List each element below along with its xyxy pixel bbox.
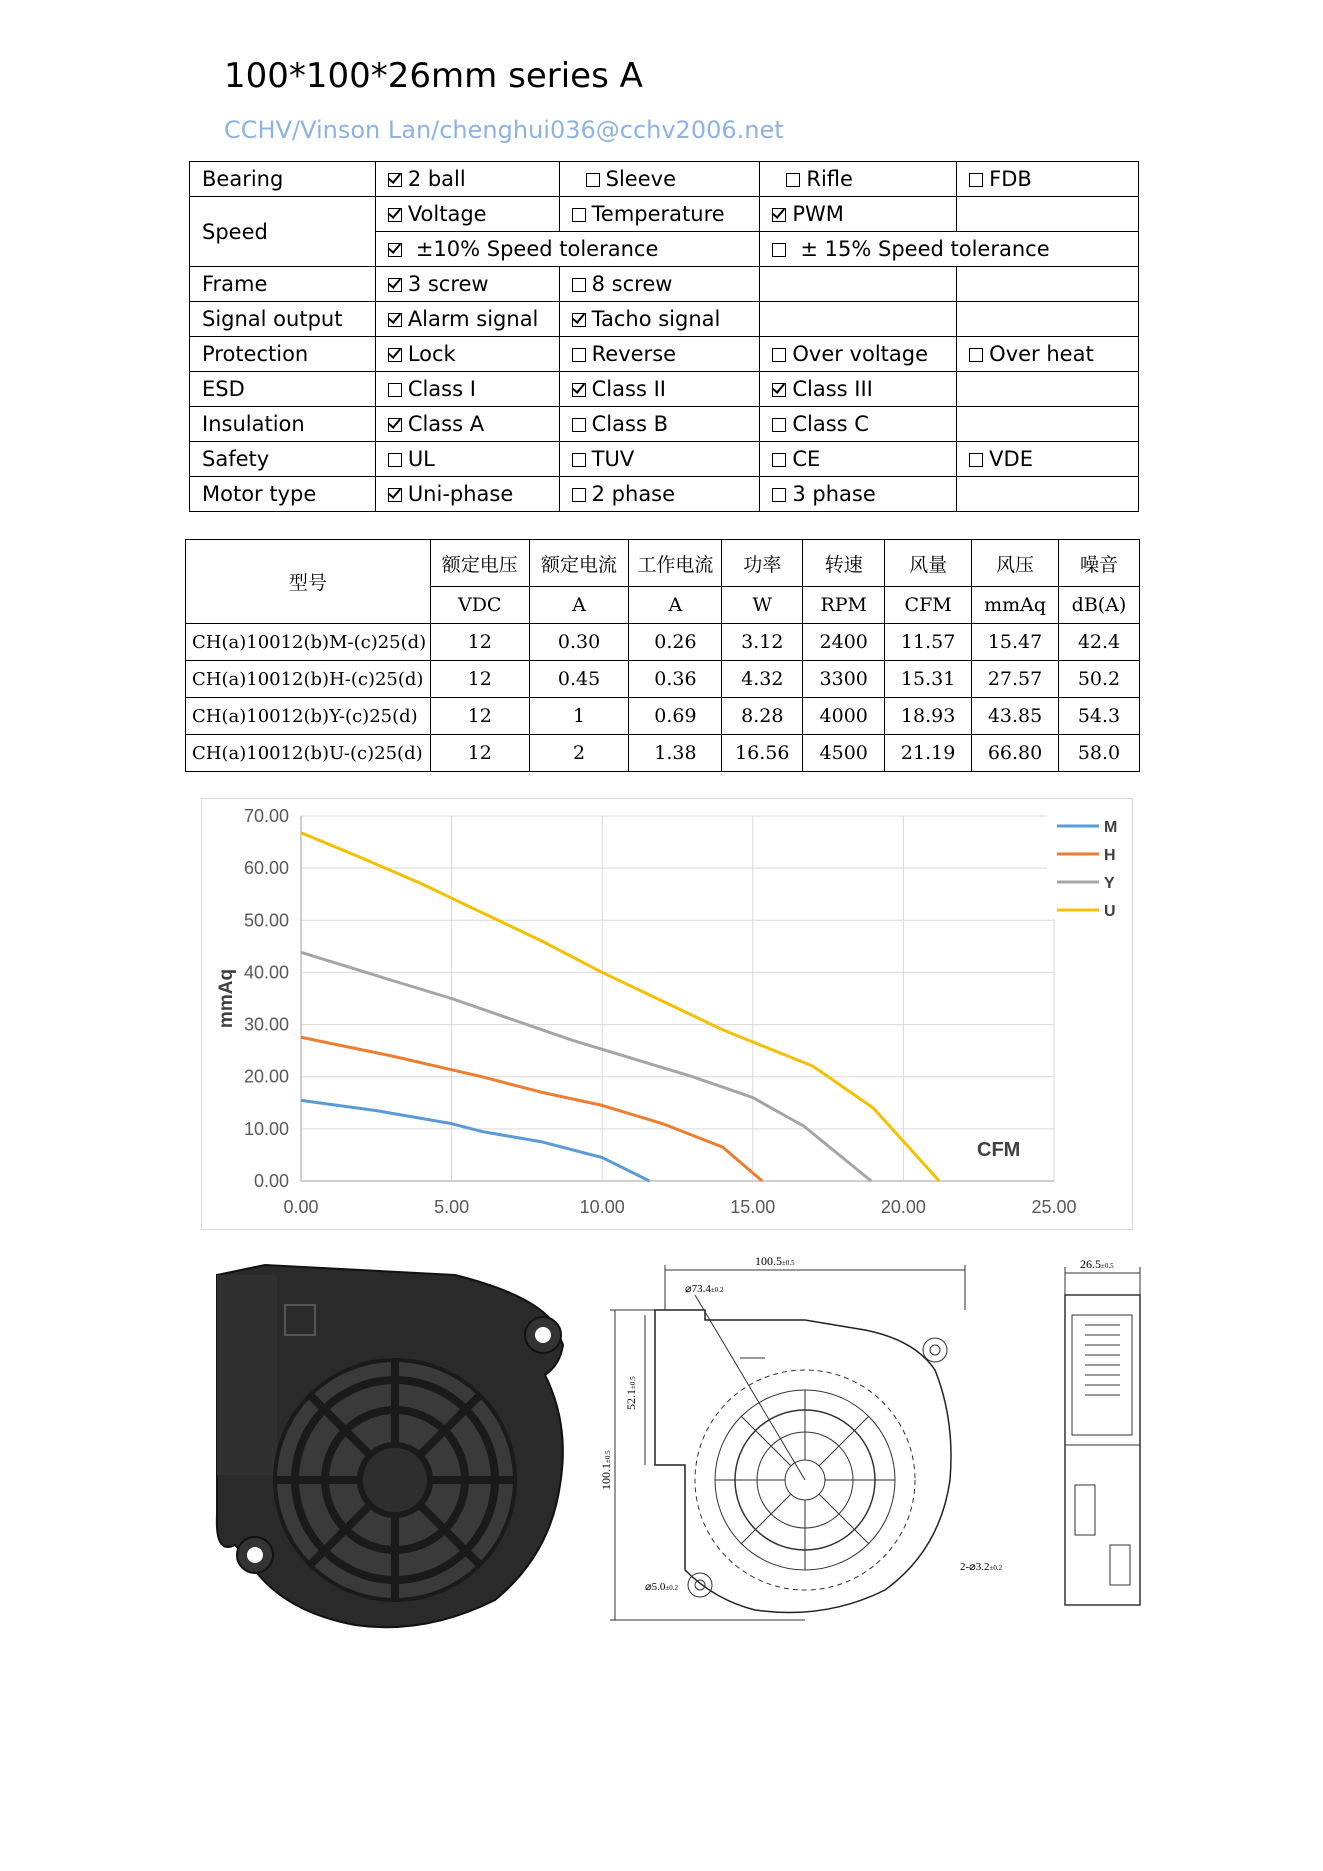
table-cell: 12 [430, 624, 529, 661]
option-label: Class II [591, 377, 666, 401]
option-tuv [559, 442, 760, 477]
checkbox-unchecked[interactable] [772, 453, 786, 467]
dim-diameter-label: ⌀73.4±0.2 [685, 1283, 724, 1295]
spec-label: Insulation [190, 407, 376, 442]
option-label: 3 screw [407, 272, 489, 296]
option-label: Class B [591, 412, 668, 436]
option-class-i [375, 372, 559, 407]
perf-header: 转速 [803, 540, 885, 587]
checkbox-unchecked[interactable] [586, 173, 600, 187]
spec-label: Bearing [190, 162, 376, 197]
x-tick-label: 20.00 [880, 1197, 926, 1217]
table-cell: 1.38 [629, 735, 722, 772]
empty-cell [957, 197, 1139, 232]
model-cell: CH(a)10012(b)M-(c)25(d) [186, 624, 431, 661]
checkbox-unchecked[interactable] [772, 418, 786, 432]
checkbox-checked[interactable] [388, 278, 402, 292]
option-label: PWM [792, 202, 844, 226]
option-label: ±10% Speed tolerance [415, 237, 659, 261]
checkbox-unchecked[interactable] [772, 243, 786, 257]
legend-label-M: M [1104, 819, 1118, 836]
y-tick-label: 40.00 [243, 962, 289, 983]
dim-depth-label: 26.5±0.5 [1080, 1257, 1114, 1271]
spec-row-protection [190, 337, 1139, 372]
table-row [186, 698, 1140, 735]
table-cell: 1 [529, 698, 629, 735]
checkbox-unchecked[interactable] [572, 418, 586, 432]
table-cell: 16.56 [722, 735, 803, 772]
option-10-tolerance [375, 232, 760, 267]
perf-unit: dB(A) [1059, 587, 1140, 624]
option-pwm [760, 197, 957, 232]
table-cell: 15.31 [885, 661, 972, 698]
model-cell: CH(a)10012(b)H-(c)25(d) [186, 661, 431, 698]
table-cell: 0.69 [629, 698, 722, 735]
option-label: VDE [989, 447, 1033, 471]
series-line-Y [301, 952, 871, 1181]
spec-label: Speed [190, 197, 376, 267]
table-cell: 15.47 [972, 624, 1059, 661]
table-cell: 0.45 [529, 661, 629, 698]
checkbox-checked[interactable] [772, 383, 786, 397]
option-class-iii [760, 372, 957, 407]
x-tick-label: 5.00 [434, 1197, 470, 1217]
performance-table [185, 539, 1140, 772]
table-cell: 4000 [803, 698, 885, 735]
option-class-b [559, 407, 760, 442]
option-label: ± 15% Speed tolerance [800, 237, 1050, 261]
x-axis-label: CFM [977, 1139, 1021, 1161]
option-alarm-signal [375, 302, 559, 337]
table-cell: 2 [529, 735, 629, 772]
perf-header: 功率 [722, 540, 803, 587]
option-class-c [760, 407, 957, 442]
option-uni-phase [375, 477, 559, 512]
checkbox-unchecked[interactable] [786, 173, 800, 187]
option-class-ii [559, 372, 760, 407]
option-label: Sleeve [605, 167, 676, 191]
table-cell: 54.3 [1059, 698, 1140, 735]
checkbox-unchecked[interactable] [388, 383, 402, 397]
spec-row-speed [190, 197, 1139, 232]
option-label: Class A [407, 412, 485, 436]
option-tacho-signal [559, 302, 760, 337]
legend-label-Y: Y [1104, 875, 1115, 892]
series-line-M [301, 1100, 649, 1181]
table-cell: 21.19 [885, 735, 972, 772]
spec-label: Frame [190, 267, 376, 302]
model-cell: CH(a)10012(b)Y-(c)25(d) [186, 698, 431, 735]
option-8-screw [559, 267, 760, 302]
option-fdb [957, 162, 1139, 197]
perf-unit: mmAq [972, 587, 1059, 624]
checkbox-unchecked[interactable] [388, 453, 402, 467]
option-class-a [375, 407, 559, 442]
spec-table [189, 161, 1139, 512]
checkbox-checked[interactable] [388, 348, 402, 362]
empty-cell [957, 302, 1139, 337]
option-rifle [760, 162, 957, 197]
empty-cell [957, 267, 1139, 302]
side-dimension-drawing [1050, 1255, 1150, 1635]
option-label: Over voltage [792, 342, 929, 366]
empty-cell [957, 407, 1139, 442]
y-tick-label: 10.00 [243, 1118, 289, 1139]
table-cell: 3.12 [722, 624, 803, 661]
table-cell: 12 [430, 735, 529, 772]
option-sleeve [559, 162, 760, 197]
table-cell: 3300 [803, 661, 885, 698]
chart-svg [202, 799, 1132, 1229]
option-3-phase [760, 477, 957, 512]
perf-header: 额定电压 [430, 540, 529, 587]
option-label: Class III [792, 377, 873, 401]
table-cell: 0.26 [629, 624, 722, 661]
dim-holes-label: 2-⌀3.2±0.2 [960, 1561, 1003, 1573]
table-cell: 11.57 [885, 624, 972, 661]
y-tick-label: 50.00 [243, 910, 289, 931]
spec-row-esd [190, 372, 1139, 407]
empty-cell [957, 372, 1139, 407]
table-cell: 8.28 [722, 698, 803, 735]
option-label: Lock [407, 342, 456, 366]
spec-label: Motor type [190, 477, 376, 512]
table-cell: 12 [430, 698, 529, 735]
option-label: UL [407, 447, 435, 471]
option-ul [375, 442, 559, 477]
y-tick-label: 0.00 [253, 1171, 289, 1191]
x-tick-label: 10.00 [579, 1197, 625, 1217]
checkbox-checked[interactable] [388, 313, 402, 327]
x-tick-label: 15.00 [730, 1197, 776, 1217]
option-15-tolerance [760, 232, 1139, 267]
spec-label: Protection [190, 337, 376, 372]
dim-inner-label: 52.1±0.5 [624, 1376, 638, 1410]
option-label: Class C [792, 412, 869, 436]
option-over-voltage [760, 337, 957, 372]
table-cell: 43.85 [972, 698, 1059, 735]
empty-cell [957, 477, 1139, 512]
option-2-ball [375, 162, 559, 197]
table-cell: 42.4 [1059, 624, 1140, 661]
dim-width-label: 100.5±0.5 [755, 1254, 795, 1268]
dim-height-label: 100.1±0.5 [599, 1450, 613, 1490]
checkbox-checked[interactable] [388, 243, 402, 257]
checkbox-checked[interactable] [388, 488, 402, 502]
perf-header-model: 型号 [186, 540, 431, 624]
option-reverse [559, 337, 760, 372]
option-voltage [375, 197, 559, 232]
spec-row-bearing [190, 162, 1139, 197]
perf-unit: RPM [803, 587, 885, 624]
option-label: Rifle [806, 167, 853, 191]
option-label: FDB [989, 167, 1032, 191]
table-cell: 4500 [803, 735, 885, 772]
perf-unit: W [722, 587, 803, 624]
dim-hole-label: ⌀5.0±0.2 [645, 1581, 678, 1593]
checkbox-checked[interactable] [388, 208, 402, 222]
front-dimension-drawing [599, 1250, 1025, 1640]
option-ce [760, 442, 957, 477]
checkbox-unchecked[interactable] [772, 348, 786, 362]
checkbox-unchecked[interactable] [572, 453, 586, 467]
option-label: 2 ball [407, 167, 466, 191]
table-cell: 27.57 [972, 661, 1059, 698]
option-label: Alarm signal [407, 307, 539, 331]
empty-cell [760, 267, 957, 302]
checkbox-unchecked[interactable] [572, 278, 586, 292]
option-lock [375, 337, 559, 372]
y-tick-label: 70.00 [243, 806, 289, 826]
table-cell: 0.36 [629, 661, 722, 698]
empty-cell [760, 302, 957, 337]
spec-row-motor [190, 477, 1139, 512]
perf-unit: VDC [430, 587, 529, 624]
spec-row-insulation [190, 407, 1139, 442]
contact-line: CCHV/Vinson Lan/chenghui036@cchv2006.net [224, 116, 784, 144]
perf-unit: A [529, 587, 629, 624]
y-tick-label: 60.00 [243, 858, 289, 879]
model-cell: CH(a)10012(b)U-(c)25(d) [186, 735, 431, 772]
pq-curve-chart [201, 798, 1133, 1230]
checkbox-unchecked[interactable] [572, 348, 586, 362]
checkbox-unchecked[interactable] [772, 488, 786, 502]
option-label: Temperature [591, 202, 725, 226]
perf-header-row [186, 540, 1140, 587]
table-cell: 4.32 [722, 661, 803, 698]
spec-row-frame [190, 267, 1139, 302]
perf-unit: CFM [885, 587, 972, 624]
fan-photo [205, 1255, 575, 1635]
y-tick-label: 30.00 [243, 1014, 289, 1035]
perf-unit: A [629, 587, 722, 624]
option-label: Voltage [407, 202, 487, 226]
perf-header: 额定电流 [529, 540, 629, 587]
checkbox-unchecked[interactable] [572, 488, 586, 502]
checkbox-checked[interactable] [388, 173, 402, 187]
option-temperature [559, 197, 760, 232]
y-axis-label: mmAq [216, 968, 237, 1029]
checkbox-unchecked[interactable] [969, 453, 983, 467]
spec-label: ESD [190, 372, 376, 407]
checkbox-checked[interactable] [572, 313, 586, 327]
table-row [186, 661, 1140, 698]
table-cell: 0.30 [529, 624, 629, 661]
table-cell: 50.2 [1059, 661, 1140, 698]
checkbox-unchecked[interactable] [572, 208, 586, 222]
option-label: Over heat [989, 342, 1094, 366]
legend-label-H: H [1104, 847, 1116, 864]
option-2-phase [559, 477, 760, 512]
perf-header: 工作电流 [629, 540, 722, 587]
perf-header: 风量 [885, 540, 972, 587]
checkbox-checked[interactable] [572, 383, 586, 397]
checkbox-unchecked[interactable] [969, 173, 983, 187]
table-row [186, 735, 1140, 772]
y-tick-label: 20.00 [243, 1066, 289, 1087]
legend-label-U: U [1104, 903, 1116, 920]
option-label: TUV [591, 447, 635, 471]
table-cell: 2400 [803, 624, 885, 661]
spec-row-signal [190, 302, 1139, 337]
option-label: 3 phase [792, 482, 876, 506]
option-label: Tacho signal [591, 307, 721, 331]
option-label: Class I [407, 377, 476, 401]
spec-label: Safety [190, 442, 376, 477]
table-cell: 66.80 [972, 735, 1059, 772]
option-3-screw [375, 267, 559, 302]
perf-header: 噪音 [1059, 540, 1140, 587]
option-over-heat [957, 337, 1139, 372]
option-label: Reverse [591, 342, 677, 366]
option-label: 8 screw [591, 272, 673, 296]
option-label: Uni-phase [407, 482, 514, 506]
checkbox-checked[interactable] [772, 208, 786, 222]
table-row [186, 624, 1140, 661]
spec-row-safety [190, 442, 1139, 477]
table-cell: 18.93 [885, 698, 972, 735]
x-tick-label: 25.00 [1031, 1197, 1077, 1217]
x-tick-label: 0.00 [283, 1197, 319, 1217]
checkbox-checked[interactable] [388, 418, 402, 432]
perf-header: 风压 [972, 540, 1059, 587]
option-label: CE [792, 447, 821, 471]
page-title: 100*100*26mm series A [224, 56, 643, 96]
spec-label: Signal output [190, 302, 376, 337]
table-cell: 58.0 [1059, 735, 1140, 772]
table-cell: 12 [430, 661, 529, 698]
checkbox-unchecked[interactable] [969, 348, 983, 362]
option-label: 2 phase [591, 482, 676, 506]
option-vde [957, 442, 1139, 477]
